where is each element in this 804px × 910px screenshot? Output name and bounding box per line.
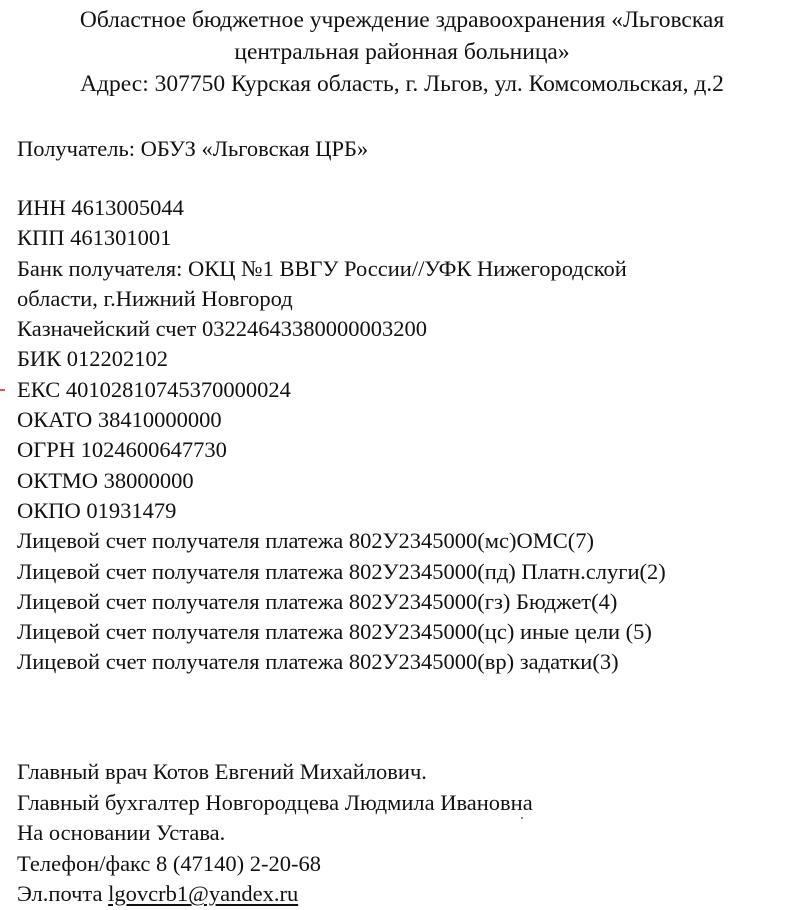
oktmo-line: ОКТМО 38000000 <box>17 467 194 493</box>
signers-block <box>17 757 533 910</box>
organization-address: Адрес: 307750 Курская область, г. Льгов, ул. Комсомольская, д.2 <box>80 71 724 97</box>
bik-line: БИК 012202102 <box>17 346 169 372</box>
organization-name-line-2: центральная районная больница» <box>234 39 570 65</box>
chief-accountant-line: Главный бухгалтер Новгородцева Людмила Ивановна <box>17 789 533 815</box>
personal-account-other-purposes-line: Лицевой счет получателя платежа 802У2345000(цс) иные цели (5) <box>17 619 652 645</box>
chief-doctor-line: Главный врач Котов Евгений Михайлович. <box>17 759 427 784</box>
eks-line: ЕКС 40102810745370000024 <box>17 376 291 402</box>
bank-city-line: области, г.Нижний Новгород <box>17 285 293 311</box>
basis-line: На основании Устава. <box>17 820 226 845</box>
bank-details-block <box>17 193 666 678</box>
okpo-line: ОКПО 01931479 <box>17 497 177 523</box>
organization-name-line-1: Областное бюджетное учреждение здравоохранения «Льговская <box>79 7 725 33</box>
scan-mark <box>0 389 5 391</box>
treasury-account-line: Казначейский счет 03224643380000003200 <box>17 316 427 342</box>
inn-line: ИНН 4613005044 <box>17 195 184 220</box>
phone-line: Телефон/факс 8 (47140) 2-20-68 <box>17 850 322 876</box>
email-line <box>17 879 533 910</box>
ogrn-line: ОГРН 1024600647730 <box>17 437 227 463</box>
personal-account-deposits-line: Лицевой счет получателя платежа 802У2345000(вр) задатки(3) <box>17 649 619 675</box>
organization-header <box>0 4 804 100</box>
personal-account-oms-line: Лицевой счет получателя платежа 802У2345000(мс)ОМС(7) <box>17 528 595 554</box>
email-label: Эл.почта <box>17 881 109 906</box>
personal-account-paid-services-line: Лицевой счет получателя платежа 802У2345000(пд) Платн.слуги(2) <box>17 558 666 584</box>
email-link[interactable]: lgovcrb1@yandex.ru <box>108 881 299 906</box>
okato-line: ОКАТО 38410000000 <box>17 407 222 433</box>
recipient-block <box>17 134 368 164</box>
bank-name-line: Банк получателя: ОКЦ №1 ВВГУ России//УФК Нижегородской <box>17 255 627 281</box>
personal-account-budget-line: Лицевой счет получателя платежа 802У2345000(гз) Бюджет(4) <box>17 588 618 614</box>
recipient-line: Получатель: ОБУЗ «Льговская ЦРБ» <box>17 136 369 161</box>
scan-dot <box>521 817 523 819</box>
kpp-line: КПП 461301001 <box>17 225 172 251</box>
